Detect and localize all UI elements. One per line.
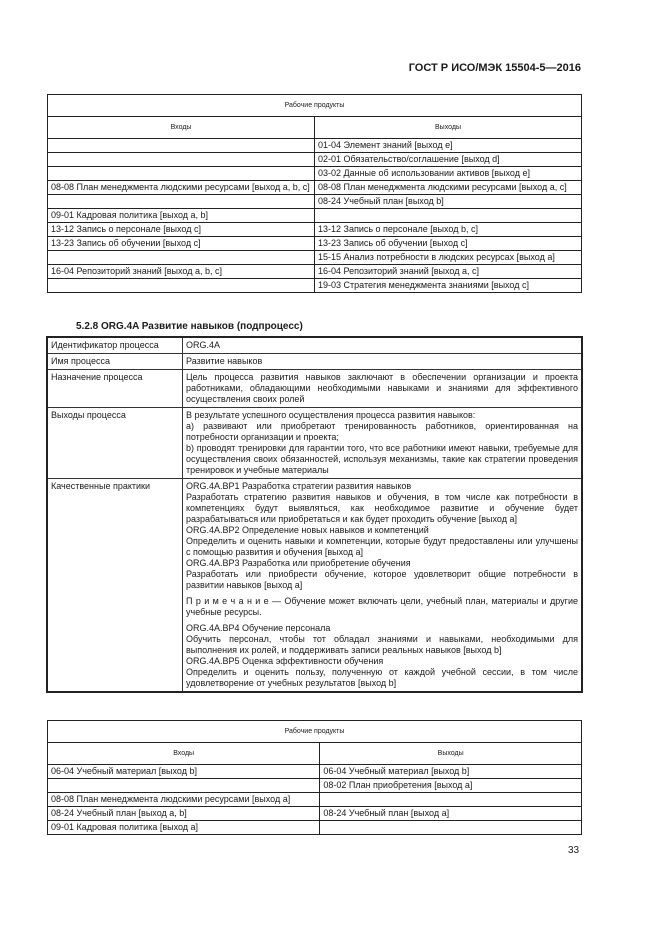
output-cell: 19-03 Стратегия менеджмента знаниями [выход c] [315,279,582,293]
output-cell: 16-04 Репозиторий знаний [выход a, c] [315,265,582,279]
process-id-label: Идентификатор процесса [47,337,183,354]
page-number: 33 [568,845,580,856]
table-row [48,181,582,195]
practice-line: Определить и оценить пользу, полученную от каждой учебной сессии, в том числе удовлетворение от учебных результатов [выход b] [186,667,578,688]
input-cell [48,139,315,153]
input-cell: 08-24 Учебный план [выход a, b] [48,807,320,821]
outputs-header: Выходы [315,117,582,139]
output-cell [320,793,582,807]
practice-line: ORG.4A.BP1 Разработка стратегии развития навыков [186,481,412,491]
input-cell [48,779,320,793]
inputs-header: Входы [48,117,315,139]
input-cell [48,167,315,181]
output-cell: 08-24 Учебный план [выход b] [315,195,582,209]
output-cell: 06-04 Учебный материал [выход b] [320,765,582,779]
table-row [48,779,582,793]
practices-value [183,479,583,693]
output-cell: 02-01 Обязательство/соглашение [выход d] [315,153,582,167]
table-row [48,279,582,293]
practice-line: Разработать стратегию развития навыков и обучения, в том числе как потребности в компетенциях будут выявляться, как необходимое развитие и обучение будет разрабатываться или приобретаться и как будет проходить обучение [выход a] [186,492,578,524]
table-row [48,793,582,807]
process-id-value: ORG.4A [183,337,583,354]
wp-caption: Рабочие продукты [48,95,582,117]
work-products-table-2 [47,720,582,835]
practice-line: ORG.4A.BP3 Разработка или приобретение обучения [186,558,411,568]
output-cell: 08-24 Учебный план [выход a] [320,807,582,821]
process-purpose-label: Назначение процесса [47,370,183,408]
process-table [46,336,583,693]
input-cell [48,195,315,209]
input-cell: 08-08 План менеджмента людскими ресурсами [выход a, b, c] [48,181,315,195]
practice-line: Обучить персонал, чтобы тот обладал знаниями и навыками, необходимыми для выполнения их ролей, и поддерживать записи реальных навыков [выход b] [186,634,578,655]
table-row [48,139,582,153]
inputs-header: Входы [48,743,320,765]
input-cell: 09-01 Кадровая политика [выход a, b] [48,209,315,223]
output-cell: 08-08 План менеджмента людскими ресурсами [выход a, c] [315,181,582,195]
practice-note: П р и м е ч а н и е — Обучение может включать цели, учебный план, материалы и другие учебные ресурсы. [186,596,578,617]
section-title: 5.2.8 ORG.4A Развитие навыков (подпроцесс) [76,321,303,332]
input-cell [48,279,315,293]
practices-label: Качественные практики [47,479,183,693]
output-cell: 13-12 Запись о персонале [выход b, c] [315,223,582,237]
wp-caption: Рабочие продукты [48,721,582,743]
output-cell: 15-15 Анализ потребности в людских ресурсах [выход a] [315,251,582,265]
process-name-label: Имя процесса [47,354,183,370]
process-name-value: Развитие навыков [183,354,583,370]
output-cell: 01-04 Элемент знаний [выход e] [315,139,582,153]
practice-line: ORG.4A.BP4 Обучение персонала [186,623,331,633]
input-cell [48,251,315,265]
output-cell: 03-02 Данные об использовании активов [выход e] [315,167,582,181]
input-cell: 13-23 Запись об обучении [выход c] [48,237,315,251]
practice-line: ORG.4A.BP2 Определение новых навыков и компетенций [186,525,429,535]
table-row [48,237,582,251]
table-row [48,153,582,167]
table-row [48,807,582,821]
outputs-header: Выходы [320,743,582,765]
input-cell: 13-12 Запись о персонале [выход c] [48,223,315,237]
table-row [48,195,582,209]
outputs-line: b) проводят тренировки для гарантии того, что все работники имеют навыки, требуемые для осуществления своих обязанностей, используя механизмы, такие как стратегии проведения тренировок и учебные материалы [186,443,578,475]
table-row [48,209,582,223]
practice-line: ORG.4A.BP5 Оценка эффективности обучения [186,656,384,666]
input-cell: 16-04 Репозиторий знаний [выход a, b, c] [48,265,315,279]
input-cell: 09-01 Кадровая политика [выход a] [48,821,320,835]
outputs-line: В результате успешного осуществления процесса развития навыков: [186,410,476,420]
input-cell: 08-08 План менеджмента людскими ресурсами [выход a] [48,793,320,807]
outputs-line: a) развивают или приобретают тренированность работников, ориентированная на потребности организации и проекта; [186,421,578,442]
table-row [48,821,582,835]
process-purpose-value: Цель процесса развития навыков заключают в обеспечении организации и проекта работниками, обладающими необходимыми навыками и знаниями для эффективного осуществления своих ролей [183,370,583,408]
process-outputs-value [183,408,583,479]
table-row [48,223,582,237]
output-cell: 13-23 Запись об обучении [выход c] [315,237,582,251]
table-row [48,251,582,265]
document-header: ГОСТ Р ИСО/МЭК 15504-5—2016 [408,62,581,74]
input-cell: 06-04 Учебный материал [выход b] [48,765,320,779]
output-cell [315,209,582,223]
process-outputs-label: Выходы процесса [47,408,183,479]
table-row [48,765,582,779]
output-cell [320,821,582,835]
work-products-table-1 [47,94,582,293]
practice-line: Определить и оценить навыки и компетенции, которые будут предоставлены или улучшены с помощью развития и обучения [выход a] [186,536,578,557]
table-row [48,265,582,279]
practice-line: Разработать или приобрести обучение, которое удовлетворит общие потребности в развитии навыков [выход a] [186,569,578,590]
input-cell [48,153,315,167]
output-cell: 08-02 План приобретения [выход a] [320,779,582,793]
table-row [48,167,582,181]
